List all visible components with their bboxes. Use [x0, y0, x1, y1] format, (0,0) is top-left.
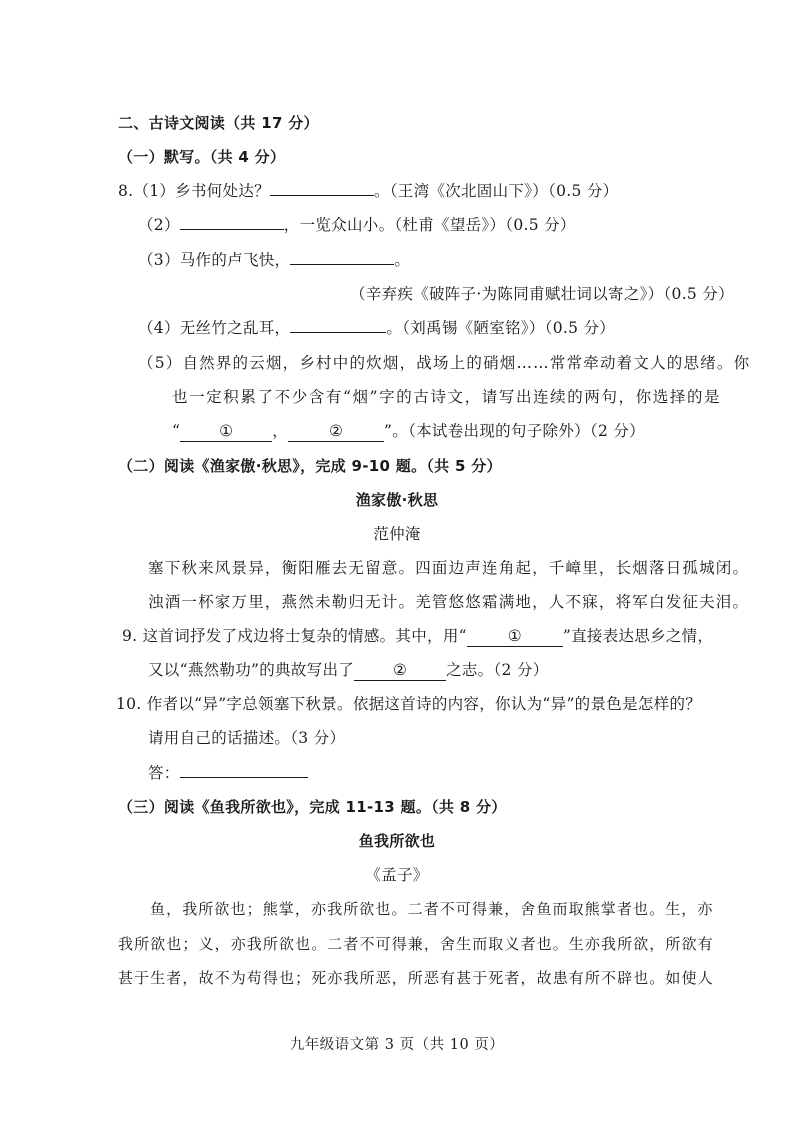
answer-blank[interactable]	[180, 229, 284, 230]
q8-5-suffix: ”。（本试卷出现的句子除外）（2 分）	[384, 422, 645, 440]
part2-heading: （二）阅读《渔家傲·秋思》，完成 9-10 题。（共 5 分）	[118, 457, 502, 475]
poem-author: 范仲淹	[373, 525, 421, 543]
poem-line-1: 塞下秋来风景异，衡阳雁去无留意。四面边声连角起，千嶂里，长烟落日孤城闭。	[148, 559, 750, 577]
section-title: 二、古诗文阅读（共 17 分）	[118, 114, 319, 132]
answer-blank[interactable]	[270, 195, 374, 196]
q8-5-line2: 也一定积累了不少含有“烟”字的古诗文，请写出连续的两句，你选择的是	[172, 388, 722, 406]
text-title: 鱼我所欲也	[358, 832, 436, 850]
page-footer: 九年级语文第 3 页（共 10 页）	[289, 1037, 505, 1053]
blank-circled-2[interactable]: ②	[354, 660, 446, 681]
q9-line2-suffix: 之志。（2 分）	[446, 661, 549, 679]
q8-5-line3	[172, 420, 645, 442]
q8-1-suffix: 。（王湾《次北固山下》）（0.5 分）	[373, 182, 619, 200]
question-8-3	[138, 249, 410, 271]
q8-4-prefix: （4）无丝竹之乱耳，	[138, 319, 291, 337]
question-9-line2	[148, 659, 549, 681]
q8-3-prefix: （3）马作的卢飞快，	[138, 251, 291, 269]
q8-4-suffix: 。（刘禹锡《陋室铭》）（0.5 分）	[386, 319, 616, 337]
comma: ，	[272, 422, 289, 440]
question-8-4	[138, 317, 615, 339]
q8-1-prefix: 8.（1）乡书何处达？	[118, 182, 270, 200]
text-line-2: 我所欲也；义，亦我所欲也。二者不可得兼，舍生而取义者也。生亦我所欲，所欲有	[118, 935, 714, 953]
poem-title: 渔家傲·秋思	[355, 491, 439, 509]
poem-line-2: 浊酒一杯家万里，燕然未勒归无计。羌管悠悠霜满地，人不寐，将军白发征夫泪。	[148, 593, 750, 611]
answer-line	[148, 762, 308, 784]
part3-heading: （三）阅读《鱼我所欲也》，完成 11-13 题。（共 8 分）	[118, 798, 507, 816]
text-line-3: 甚于生者，故不为苟得也；死亦我所恶，所恶有甚于死者，故患有所不辟也。如使人	[118, 969, 714, 987]
blank-circled-1[interactable]: ①	[180, 421, 272, 442]
q8-2-suffix: ，一览众山小。（杜甫《望岳》）（0.5 分）	[283, 216, 576, 234]
blank-circled-2[interactable]: ②	[288, 421, 384, 442]
q9-line2-prefix: 又以“燕然勒功”的典故写出了	[148, 661, 355, 679]
question-9-line1	[122, 625, 713, 647]
answer-blank[interactable]	[180, 777, 308, 778]
question-10-line2: 请用自己的话描述。（3 分）	[148, 729, 346, 747]
q8-5-line1: （5）自然界的云烟，乡村中的炊烟，战场上的硝烟……常常牵动着文人的思绪。你	[138, 354, 751, 372]
answer-blank[interactable]	[290, 332, 386, 333]
part1-heading: （一）默写。（共 4 分）	[118, 148, 286, 166]
q8-3-source: （辛弃疾《破阵子·为陈同甫赋壮词以寄之》）（0.5 分）	[350, 285, 734, 303]
question-8-2	[138, 214, 576, 236]
text-source: 《孟子》	[365, 866, 429, 884]
q9-prefix: 9. 这首词抒发了戍边将士复杂的情感。其中，用“	[122, 627, 467, 645]
q8-3-suffix: 。	[394, 251, 411, 269]
answer-blank[interactable]	[290, 264, 394, 265]
q9-mid: ”直接表达思乡之情，	[562, 627, 714, 645]
answer-label: 答：	[148, 764, 180, 782]
blank-circled-1[interactable]: ①	[467, 626, 563, 647]
question-8-1	[118, 180, 618, 202]
question-10-line1: 10. 作者以“异”字总领塞下秋景。依据这首诗的内容，你认为“异”的景色是怎样的？	[116, 695, 702, 713]
text-line-1: 鱼，我所欲也；熊掌，亦我所欲也。二者不可得兼，舍鱼而取熊掌者也。生，亦	[150, 900, 714, 918]
open-quote: “	[172, 422, 181, 440]
q8-2-prefix: （2）	[138, 216, 180, 234]
